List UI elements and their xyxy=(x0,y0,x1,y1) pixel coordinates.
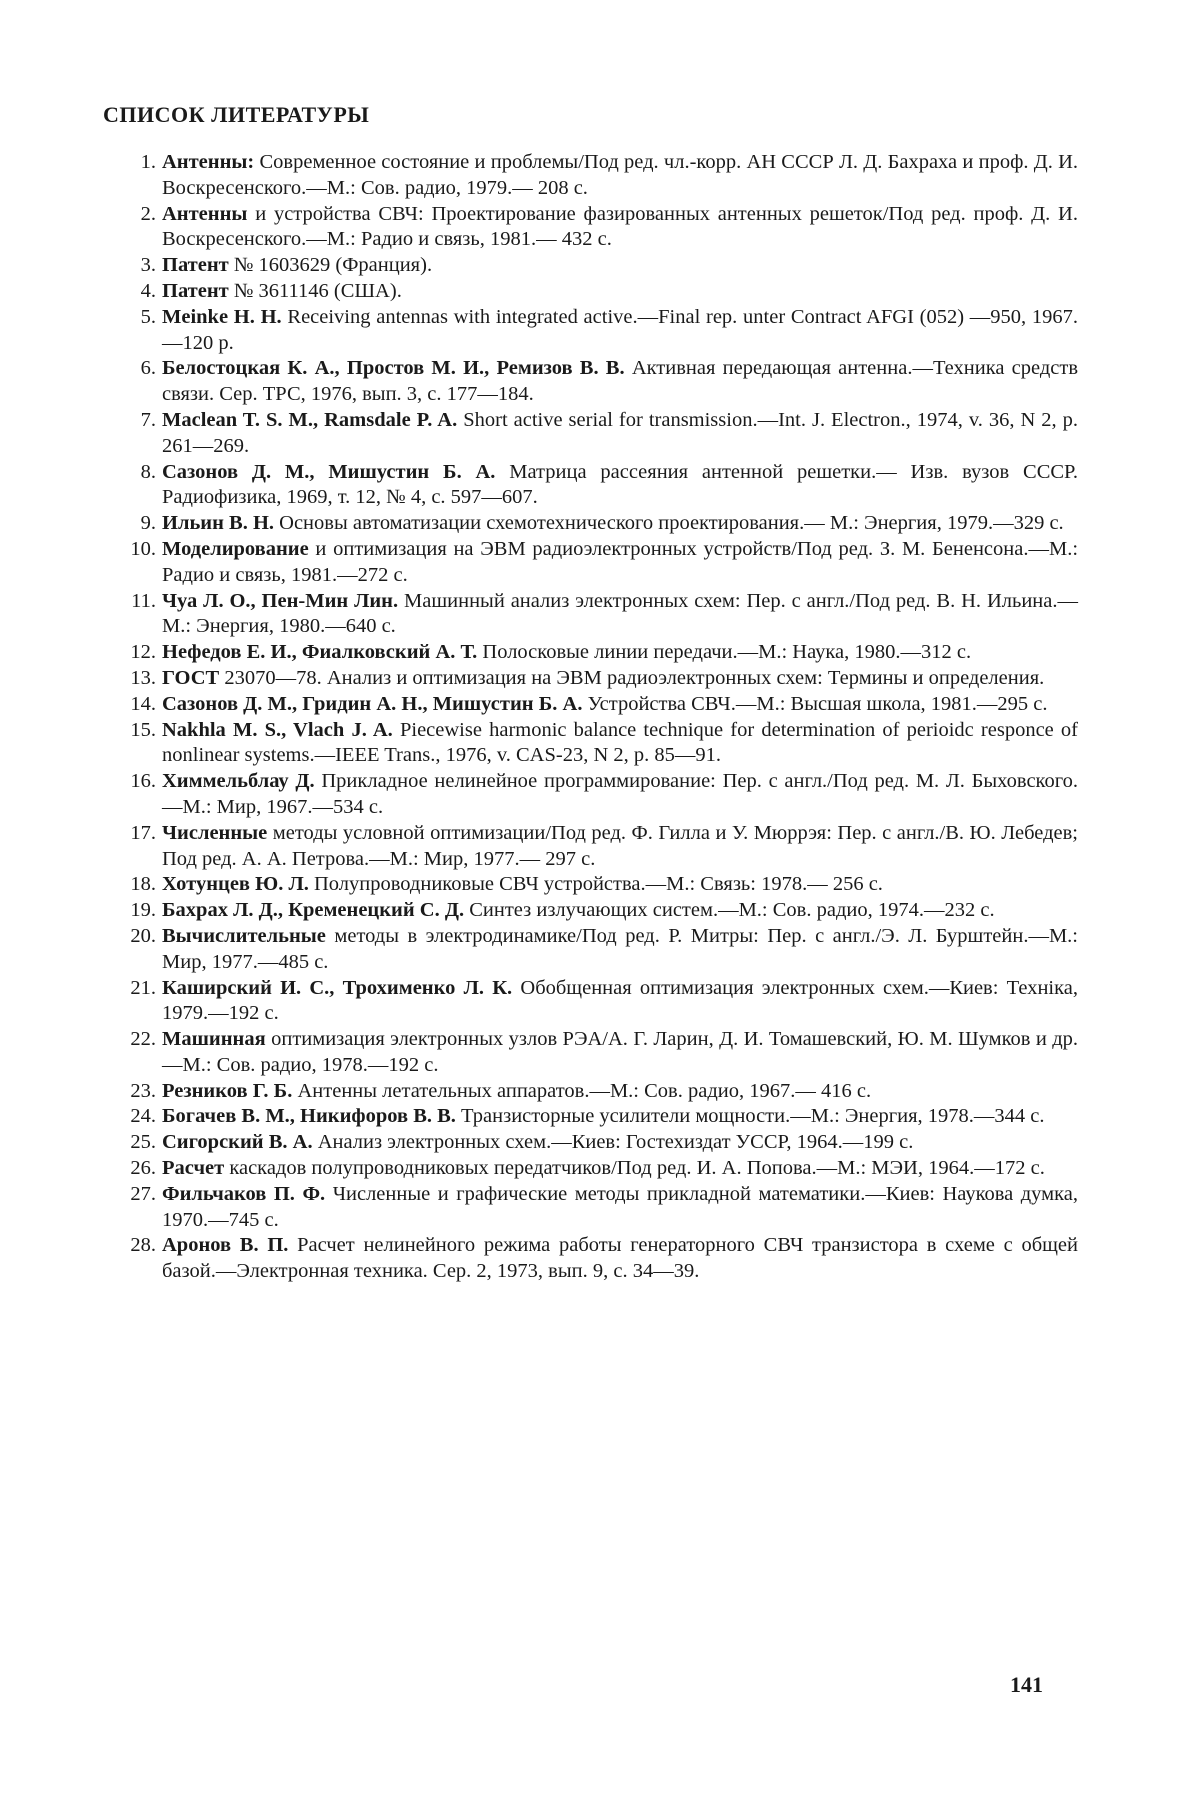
reference-number: 9. xyxy=(140,512,156,535)
reference-item xyxy=(110,589,1078,641)
reference-number: 19. xyxy=(130,899,156,922)
reference-text: Матрица рассеяния антенной решетки.— Изв. вузов СССР. Радиофизика, 1969, т. 12, № 4, с. 597—607. xyxy=(162,460,1079,509)
reference-authors: Ильин В. Н. xyxy=(162,512,275,535)
reference-authors: Машинная xyxy=(162,1028,266,1051)
reference-text: Активная передающая антенна.—Техника средств связи. Сер. ТРС, 1976, вып. 3, с. 177—184. xyxy=(162,357,1079,406)
reference-authors: Хотунцев Ю. Л. xyxy=(162,873,309,896)
reference-authors: Антенны xyxy=(162,202,248,225)
reference-item xyxy=(110,898,1078,924)
reference-number: 11. xyxy=(131,589,156,612)
reference-item xyxy=(110,640,1078,666)
reference-item xyxy=(110,1233,1078,1285)
reference-authors: Каширский И. С., Трохименко Л. К. xyxy=(162,976,513,999)
reference-authors: Моделирование xyxy=(162,537,309,560)
reference-text: № 3611146 (США). xyxy=(233,279,402,302)
reference-authors: Патент xyxy=(162,279,229,302)
reference-number: 4. xyxy=(140,279,156,302)
reference-text: Численные и графические методы прикладной математики.—Киев: Наукова думка, 1970.—745 с. xyxy=(162,1182,1079,1231)
reference-authors: Вычислительные xyxy=(162,924,326,947)
reference-text: методы в электродинамике/Под ред. Р. Митры: Пер. с англ./Э. Л. Бурштейн.—М.: Мир, 1977.—485 с. xyxy=(162,924,1079,973)
reference-authors: Химмельблау Д. xyxy=(162,770,315,793)
reference-item xyxy=(110,356,1078,408)
reference-number: 16. xyxy=(130,770,156,793)
reference-text: Short active serial for transmission.—Int. J. Electron., 1974, v. 36, N 2, p. 261—269. xyxy=(162,408,1079,457)
reference-number: 1. xyxy=(140,151,156,173)
reference-authors: Патент xyxy=(162,254,229,277)
reference-item xyxy=(110,1130,1078,1156)
reference-item xyxy=(110,1027,1078,1079)
reference-authors: Meinke H. H. xyxy=(162,305,282,328)
reference-number: 20. xyxy=(130,924,156,947)
reference-item xyxy=(110,692,1078,718)
page-number: 141 xyxy=(1010,1672,1043,1697)
reference-authors: Белостоцкая К. А., Простов М. И., Ремизов В. В. xyxy=(162,357,625,380)
reference-item xyxy=(110,253,1078,279)
reference-text: Синтез излучающих систем.—М.: Сов. радио, 1974.—232 с. xyxy=(469,899,995,922)
reference-authors: Сигорский В. А. xyxy=(162,1131,313,1154)
reference-text: Обобщенная оптимизация электронных схем.—Киев: Техніка, 1979.—192 с. xyxy=(162,976,1078,1025)
reference-number: 23. xyxy=(130,1079,156,1102)
reference-number: 10. xyxy=(130,537,156,560)
reference-item xyxy=(110,408,1078,460)
reference-item xyxy=(110,202,1078,254)
reference-authors: Фильчаков П. Ф. xyxy=(162,1182,326,1205)
reference-item xyxy=(110,769,1078,821)
reference-text: Машинный анализ электронных схем: Пер. с англ./Под ред. В. Н. Ильина.—М.: Энергия, 1980.—640 с. xyxy=(162,589,1078,638)
reference-number: 7. xyxy=(140,408,156,431)
reference-number: 14. xyxy=(130,692,156,715)
reference-authors: Чуа Л. О., Пен-Мин Лин. xyxy=(162,589,399,612)
reference-item xyxy=(110,305,1078,357)
reference-text: Основы автоматизации схемотехнического проектирования.— М.: Энергия, 1979.—329 с. xyxy=(279,512,1064,535)
reference-number: 21. xyxy=(130,976,156,999)
reference-item xyxy=(110,1104,1078,1130)
reference-number: 26. xyxy=(130,1157,156,1180)
reference-item xyxy=(110,1156,1078,1182)
reference-text: Полосковые линии передачи.—М.: Наука, 1980.—312 с. xyxy=(482,641,972,664)
reference-text: Прикладное нелинейное программирование: Пер. с англ./Под ред. М. Л. Быховского.—М.: Мир, 1967.—534 с. xyxy=(162,770,1078,818)
reference-authors: Maclean T. S. M., Ramsdale P. A. xyxy=(162,408,458,431)
reference-authors: Nakhla M. S., Vlach J. A. xyxy=(162,718,393,741)
reference-item xyxy=(110,511,1078,537)
reference-number: 15. xyxy=(130,718,156,741)
reference-text: Полупроводниковые СВЧ устройства.—М.: Связь: 1978.— 256 с. xyxy=(313,873,883,896)
reference-text: Устройства СВЧ.—М.: Высшая школа, 1981.—295 с. xyxy=(587,692,1048,715)
reference-text: методы условной оптимизации/Под ред. Ф. Гилла и У. Мюррэя: Пер. с англ./В. Ю. Лебедев; Под ред. А. А. Петрова.—М.: Мир, 1977.— 297 с. xyxy=(162,821,1078,870)
reference-item xyxy=(110,924,1078,976)
reference-number: 8. xyxy=(140,460,156,483)
reference-item xyxy=(110,460,1078,512)
reference-text: каскадов полупроводниковых передатчиков/Под ред. И. А. Попова.—М.: МЭИ, 1964.—172 с. xyxy=(229,1157,1045,1180)
reference-authors: Численные xyxy=(162,821,268,844)
reference-number: 3. xyxy=(140,254,156,277)
reference-number: 2. xyxy=(140,202,156,225)
reference-number: 5. xyxy=(140,305,156,328)
reference-text: Receiving antennas with integrated active.—Final rep. unter Contract AFGI (052) —950, 1967.—120 p. xyxy=(162,305,1079,354)
reference-number: 27. xyxy=(130,1182,156,1205)
reference-number: 22. xyxy=(130,1028,156,1051)
reference-number: 28. xyxy=(130,1234,156,1257)
reference-text: Антенны летательных аппаратов.—М.: Сов. радио, 1967.— 416 с. xyxy=(297,1079,872,1102)
reference-number: 18. xyxy=(130,873,156,896)
reference-text: Транзисторные усилители мощности.—М.: Энергия, 1978.—344 с. xyxy=(461,1105,1045,1128)
reference-text: оптимизация электронных узлов РЭА/А. Г. Ларин, Д. И. Томашевский, Ю. М. Шумков и др.—М.: Сов. радио, 1978.—192 с. xyxy=(162,1028,1079,1076)
reference-authors: Богачев В. М., Никифоров В. В. xyxy=(162,1105,456,1128)
reference-authors: Сазонов Д. М., Гридин А. Н., Мишустин Б. А. xyxy=(162,692,583,715)
reference-item xyxy=(110,872,1078,898)
reference-item xyxy=(110,976,1078,1028)
reference-item xyxy=(110,821,1078,873)
reference-authors: Аронов В. П. xyxy=(162,1234,289,1257)
reference-authors: Бахрах Л. Д., Кременецкий С. Д. xyxy=(162,899,465,922)
reference-text: и оптимизация на ЭВМ радиоэлектронных устройств/Под ред. З. М. Бененсона.—М.: Радио и связь, 1981.—272 с. xyxy=(162,537,1079,586)
reference-number: 24. xyxy=(130,1105,156,1128)
reference-authors: ГОСТ xyxy=(162,666,220,689)
reference-item xyxy=(110,150,1078,202)
reference-item xyxy=(110,279,1078,305)
reference-number: 6. xyxy=(140,357,156,380)
reference-item xyxy=(110,1079,1078,1105)
reference-list xyxy=(110,150,1078,1285)
reference-authors: Антенны: xyxy=(162,151,255,173)
reference-text: Современное состояние и проблемы/Под ред. чл.-корр. АН СССР Л. Д. Бахраха и проф. Д. И. Воскресенского.—М.: Сов. радио, 1979.— 208 с. xyxy=(162,151,1078,199)
reference-authors: Нефедов Е. И., Фиалковский А. Т. xyxy=(162,641,478,664)
bibliography-heading: СПИСОК ЛИТЕРАТУРЫ xyxy=(103,102,370,127)
reference-item xyxy=(110,666,1078,692)
reference-number: 12. xyxy=(130,641,156,664)
reference-authors: Резников Г. Б. xyxy=(162,1079,293,1102)
reference-item xyxy=(110,1182,1078,1234)
reference-item xyxy=(110,718,1078,770)
reference-number: 13. xyxy=(130,666,156,689)
reference-text: Piecewise harmonic balance technique for determination of perioidc responce of nonlinear systems.—IEEE Trans., 1976, v. CAS-23, N 2, p. 85—91. xyxy=(162,718,1079,767)
reference-number: 17. xyxy=(130,821,156,844)
reference-number: 25. xyxy=(130,1131,156,1154)
reference-text: № 1603629 (Франция). xyxy=(233,254,433,277)
reference-text: 23070—78. Анализ и оптимизация на ЭВМ радиоэлектронных схем: Термины и определения. xyxy=(224,666,1045,689)
reference-authors: Расчет xyxy=(162,1157,225,1180)
reference-item xyxy=(110,537,1078,589)
reference-text: Расчет нелинейного режима работы генераторного СВЧ транзистора в схеме с общей базой.—Электронная техника. Сер. 2, 1973, вып. 9, с. 34—39. xyxy=(162,1234,1078,1283)
reference-authors: Сазонов Д. М., Мишустин Б. А. xyxy=(162,460,496,483)
reference-text: Анализ электронных схем.—Киев: Гостехиздат УССР, 1964.—199 с. xyxy=(317,1131,914,1154)
reference-text: и устройства СВЧ: Проектирование фазированных антенных решеток/Под ред. проф. Д. И. Воскресенского.—М.: Радио и связь, 1981.— 432 с. xyxy=(162,202,1078,251)
